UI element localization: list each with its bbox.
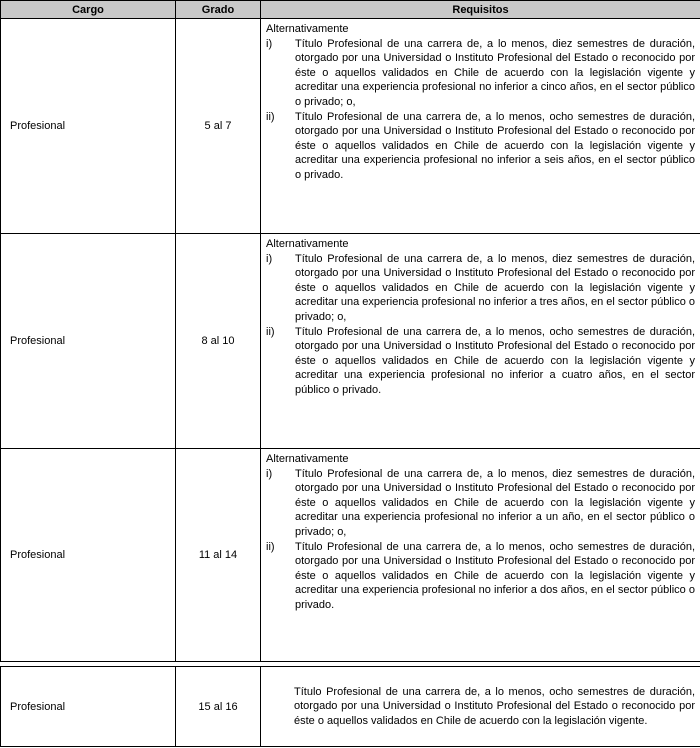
grado-cell: 5 al 7 <box>176 19 261 234</box>
cargo-cell: Profesional <box>1 19 176 234</box>
requisito-item <box>266 325 695 398</box>
table-row-grade-8-10 <box>1 234 700 449</box>
item-marker: ii) <box>266 110 275 123</box>
requisito-item <box>266 540 695 613</box>
item-marker: i) <box>266 37 273 50</box>
table-row-grade-15-16 <box>1 667 700 747</box>
item-text: Título Profesional de una carrera de, a lo menos, ocho semestres de duración, otorgado por una Universidad o Instituto Profesional del Estado o reconocido por éste o aquellos validados en Chile de acuerdo con la legislación vigente y acreditar una experiencia profesional no inferior a seis años, en el sector público o privado. <box>295 110 695 181</box>
table-row-grade-11-14 <box>1 449 700 662</box>
requisito-item <box>266 467 695 540</box>
item-marker: ii) <box>266 540 275 553</box>
item-text: Título Profesional de una carrera de, a lo menos, diez semestres de duración, otorgado por una Universidad o Instituto Profesional del Estado o reconocido por éste o aquellos validados en Chile de acuerdo con la legislación vigente y acreditar una experiencia profesional no inferior a cinco años, en el sector público o privado; o, <box>295 37 695 108</box>
item-text: Título Profesional de una carrera de, a lo menos, diez semestres de duración, otorgado por una Universidad o Instituto Profesional del Estado o reconocido por éste o aquellos validados en Chile de acuerdo con la legislación vigente y acreditar una experiencia profesional no inferior a tres años, en el sector público o privado; o, <box>295 252 695 323</box>
requisitos-cell <box>261 234 700 449</box>
requisitos-intro: Alternativamente <box>266 453 349 465</box>
cargo-cell: Profesional <box>1 449 176 662</box>
item-marker: i) <box>266 467 273 480</box>
requisitos-intro: Alternativamente <box>266 23 349 35</box>
requisitos-cell <box>261 667 700 747</box>
grado-cell: 15 al 16 <box>176 667 261 747</box>
header-row <box>1 1 700 19</box>
header-requisitos: Requisitos <box>261 1 700 19</box>
cargo-cell: Profesional <box>1 234 176 449</box>
requisitos-cell <box>261 19 700 234</box>
item-text: Título Profesional de una carrera de, a lo menos, ocho semestres de duración, otorgado por una Universidad o Instituto Profesional del Estado o reconocido por éste o aquellos validados en Chile de acuerdo con la legislación vigente y acreditar una experiencia profesional no inferior a cuatro años, en el sector público o privado. <box>295 325 695 396</box>
requisito-item <box>266 252 695 325</box>
item-marker: i) <box>266 252 273 265</box>
item-text: Título Profesional de una carrera de, a lo menos, ocho semestres de duración, otorgado por una Universidad o Instituto Profesional del Estado o reconocido por éste o aquellos validados en Chile de acuerdo con la legislación vigente y acreditar una experiencia profesional no inferior a dos años, en el sector público o privado. <box>295 540 695 611</box>
requirements-table-continued <box>0 666 700 747</box>
requisitos-cell <box>261 449 700 662</box>
item-marker: ii) <box>266 325 275 338</box>
item-text: Título Profesional de una carrera de, a lo menos, diez semestres de duración, otorgado por una Universidad o Instituto Profesional del Estado o reconocido por éste o aquellos validados en Chile de acuerdo con la legislación vigente y acreditar una experiencia profesional no inferior a un año, en el sector público o privado; o, <box>295 467 695 538</box>
requisitos-intro: Alternativamente <box>266 238 349 250</box>
grado-cell: 8 al 10 <box>176 234 261 449</box>
requisito-item <box>266 110 695 183</box>
requisito-text: Título Profesional de una carrera de, a lo menos, ocho semestres de duración, otorgado por una Universidad o Instituto Profesional del Estado o reconocido por éste o aquellos validados en Chile de acuerdo con la legislación vigente. <box>294 685 695 727</box>
grado-cell: 11 al 14 <box>176 449 261 662</box>
header-grado: Grado <box>176 1 261 19</box>
header-cargo: Cargo <box>1 1 176 19</box>
requisito-item <box>266 37 695 110</box>
table-row-grade-5-7 <box>1 19 700 234</box>
cargo-cell: Profesional <box>1 667 176 747</box>
